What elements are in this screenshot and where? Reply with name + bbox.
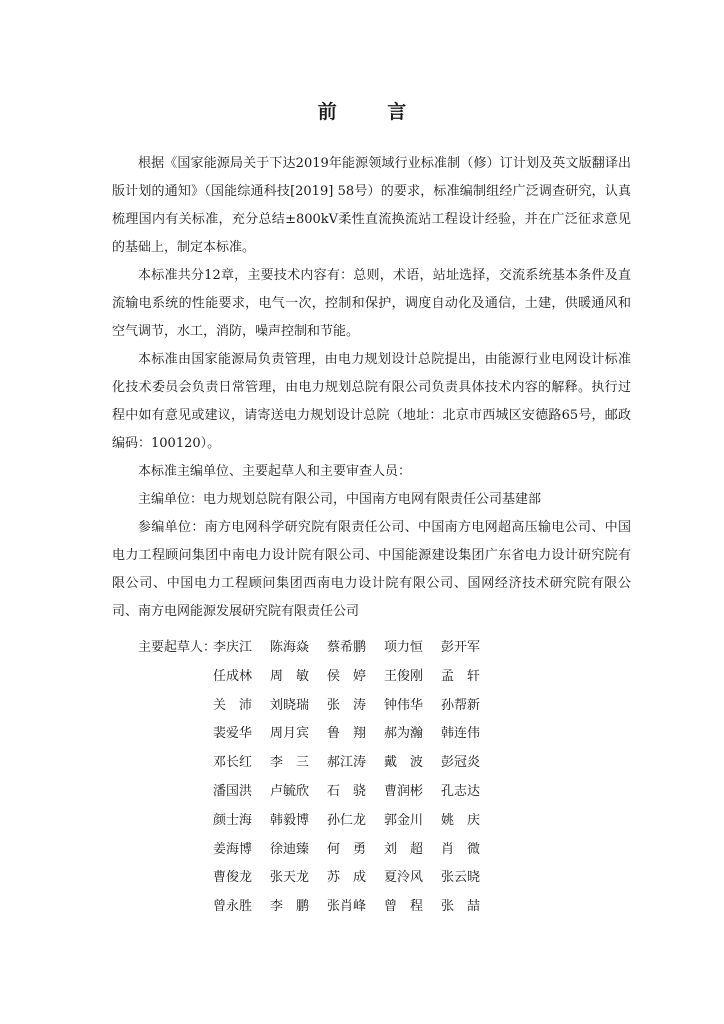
drafter-name: 曾 程 xyxy=(384,899,424,915)
drafters-row xyxy=(213,692,498,721)
drafter-name: 徐迪臻 xyxy=(270,841,310,857)
drafter-name: 李庆江 xyxy=(213,640,253,655)
drafters-row xyxy=(213,864,498,893)
drafter-name: 何 勇 xyxy=(327,841,367,857)
drafter-name: 戴 波 xyxy=(384,755,424,771)
drafter-name: 侯 婷 xyxy=(327,668,367,684)
drafter-name: 韩毅博 xyxy=(270,812,310,828)
drafter-name: 裴爱华 xyxy=(213,726,253,742)
drafter-name: 肖 微 xyxy=(441,841,481,857)
drafters-row xyxy=(213,807,498,836)
drafter-name: 卢毓欣 xyxy=(270,783,310,799)
drafter-name: 韩连伟 xyxy=(441,726,481,742)
drafter-name: 石 骁 xyxy=(327,783,367,799)
drafter-name: 曾永胜 xyxy=(213,899,253,915)
drafter-name: 张云晓 xyxy=(441,870,481,886)
drafter-name: 苏 成 xyxy=(327,870,367,886)
drafter-name: 李 鹏 xyxy=(270,899,310,915)
drafter-name: 彭冠炎 xyxy=(441,755,481,771)
drafter-name: 钟伟华 xyxy=(384,697,424,713)
drafter-name: 曹润彬 xyxy=(384,783,424,799)
paragraph-management: 本标准由国家能源局负责管理，由电力规划设计总院提出，由能源行业电网设计标准化技术委员会负责日常管理，由电力规划总院有限公司负责具体技术内容的解释。执行过程中如有意见或建议，请寄送电力规划设计总院（地址：北京市西城区安德路65号，邮政编码：100120）。 xyxy=(112,352,631,451)
drafters-row xyxy=(213,836,498,865)
drafter-name: 张 喆 xyxy=(441,899,481,915)
drafter-name: 鲁 翔 xyxy=(327,726,367,742)
drafter-name: 项力恒 xyxy=(384,640,424,655)
drafter-name: 陈海焱 xyxy=(270,640,310,655)
drafter-name: 郭金川 xyxy=(384,812,424,828)
drafters-row xyxy=(213,634,498,663)
drafter-name: 郝江涛 xyxy=(327,755,367,771)
page-title: 前 言 xyxy=(317,101,429,123)
drafter-name: 孙帮新 xyxy=(441,697,481,713)
drafter-name: 刘晓瑞 xyxy=(270,697,310,713)
paragraph-chief-editor: 主编单位：电力规划总院有限公司，中国南方电网有限责任公司基建部 xyxy=(138,492,542,507)
drafter-name: 刘 超 xyxy=(384,841,424,857)
drafters-grid xyxy=(213,634,498,922)
drafter-name: 张天龙 xyxy=(270,870,310,886)
drafters-row xyxy=(213,749,498,778)
drafter-name: 周月宾 xyxy=(270,726,310,742)
drafter-name: 蔡希鹏 xyxy=(327,640,367,655)
drafter-name: 孔志达 xyxy=(441,783,481,799)
paragraph-participants-intro: 本标准主编单位、主要起草人和主要审查人员： xyxy=(138,464,412,479)
drafter-name: 任成林 xyxy=(213,668,253,684)
paragraph-participating-units: 参编单位：南方电网科学研究院有限责任公司、中国南方电网超高压输电公司、中国电力工程顾问集团中南电力设计院有限公司、中国能源建设集团广东省电力设计研究院有限公司、中国电力工程顾问集团西南电力设计院有限公司、国网经济技术研究院有限公司、南方电网能源发展研究院有限责任公司 xyxy=(112,520,631,619)
drafter-name: 孙仁龙 xyxy=(327,812,367,828)
drafter-name: 关 沛 xyxy=(213,697,253,713)
drafter-name: 邓长红 xyxy=(213,755,253,771)
drafter-name: 王俊刚 xyxy=(384,668,424,684)
paragraph-content: 本标准共分12章，主要技术内容有：总则，术语，站址选择，交流系统基本条件及直流输电系统的性能要求，电气一次，控制和保护，调度自动化及通信，土建，供暖通风和空气调节，水工，消防，噪声控制和节能。 xyxy=(112,268,631,339)
drafter-name: 周 敏 xyxy=(270,668,310,684)
drafter-name: 颜士海 xyxy=(213,812,253,828)
drafters-row xyxy=(213,663,498,692)
drafter-name: 姚 庆 xyxy=(441,812,481,828)
drafter-name: 彭开军 xyxy=(441,640,481,655)
drafter-name: 李 三 xyxy=(270,755,310,771)
drafter-name: 姜海博 xyxy=(213,841,253,857)
drafters-row xyxy=(213,893,498,922)
drafter-name: 曹俊龙 xyxy=(213,870,253,886)
drafter-name: 孟 轩 xyxy=(441,668,481,684)
paragraph-basis: 根据《国家能源局关于下达2019年能源领域行业标准制（修）订计划及英文版翻译出版计划的通知》（国能综通科技[2019] 58号）的要求，标准编制组经广泛调查研究，认真梳理国内有关标准，充分总结±800kV柔性直流换流站工程设计经验，并在广泛征求意见的基础上，制定本标准。 xyxy=(112,156,631,255)
drafters-label: 主要起草人： xyxy=(138,640,217,655)
drafter-name: 潘国洪 xyxy=(213,783,253,799)
drafters-row xyxy=(213,720,498,749)
drafter-name: 张 涛 xyxy=(327,697,367,713)
drafter-name: 张肖峰 xyxy=(327,899,367,915)
drafter-name: 郝为瀚 xyxy=(384,726,424,742)
drafters-row xyxy=(213,778,498,807)
drafter-name: 夏泠风 xyxy=(384,870,424,886)
